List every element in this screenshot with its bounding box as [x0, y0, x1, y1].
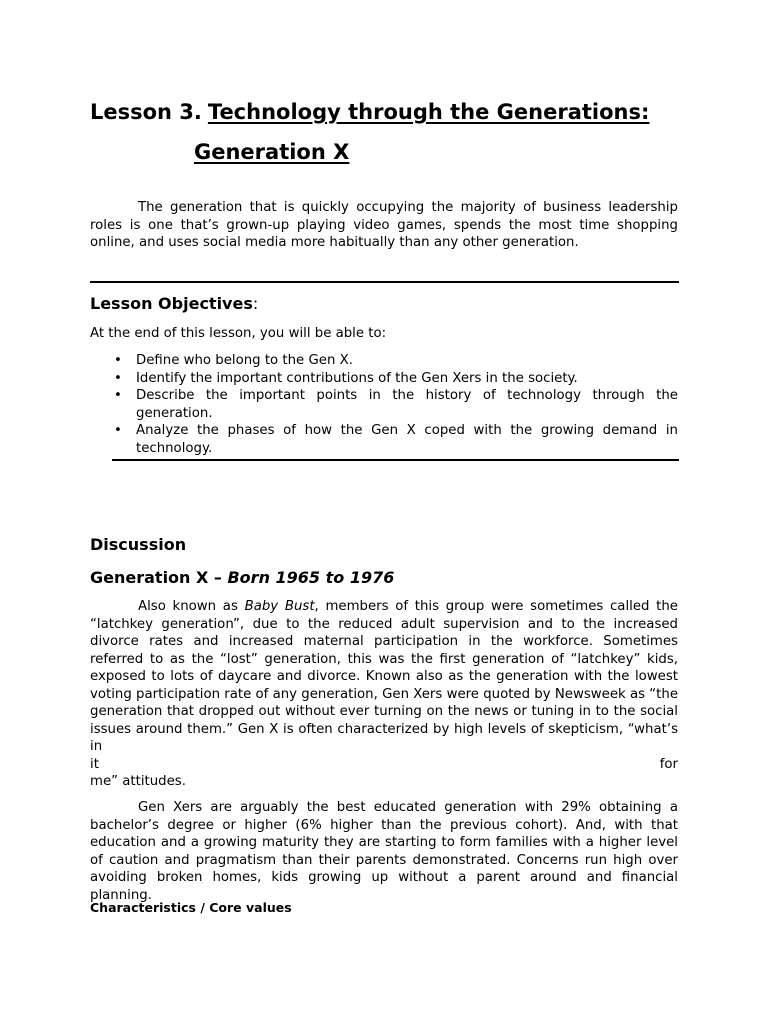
generation-x-born-range: Born 1965 to 1976	[227, 568, 395, 587]
lesson-title-subject: Generation X	[194, 140, 350, 164]
discussion-paragraph-2: Gen Xers are arguably the best educated generation with 29% obtaining a bachelor’s degree or higher (6% higher than the previous cohort). And, with that education and a growing maturity they are starting to form families with a higher level of caution and pragmatism than their parents demonstrated. Concerns run high over avoiding broken homes, kids growing up without a parent around and financial planning.	[90, 800, 678, 903]
para1-end: me” attitudes.	[90, 774, 186, 789]
list-item	[112, 387, 678, 422]
objectives-intro: At the end of this lesson, you will be able to:	[90, 326, 387, 341]
generation-x-label: Generation X –	[90, 568, 228, 587]
lesson-title	[90, 92, 678, 172]
discussion-heading: Discussion	[90, 535, 187, 554]
list-item	[112, 370, 678, 388]
bullet-icon: •	[114, 370, 122, 386]
divider-top	[90, 281, 679, 283]
objective-text: Describe the important points in the history of technology through the generation.	[136, 388, 678, 421]
lesson-title-line-2	[90, 132, 678, 172]
objective-text: Analyze the phases of how the Gen X coped with the growing demand in technology.	[136, 423, 678, 456]
objectives-list	[112, 352, 678, 457]
lesson-number: Lesson 3.	[90, 100, 202, 124]
bullet-icon: •	[114, 423, 122, 438]
objectives-heading-text: Lesson Objectives	[90, 294, 253, 313]
discussion-paragraph-1	[90, 598, 678, 791]
para1-baby-bust: Baby Bust	[244, 599, 315, 614]
list-item	[112, 422, 678, 457]
bullet-icon: •	[114, 353, 122, 368]
generation-x-heading	[90, 568, 394, 587]
lesson-title-line-1	[90, 92, 678, 132]
objective-text: Identify the important contributions of the Gen Xers in the society.	[136, 370, 578, 386]
objective-text: Define who belong to the Gen X.	[136, 353, 353, 368]
para1-body: , members of this group were sometimes called the “latchkey generation”, due to the reduced adult supervision and to the increased divorce rates and increased maternal participation in the workforce. Sometimes referred to as the “lost” generation, this was the first generation of “latchkey” kids, exposed to lots of daycare and divorce. Known also as the generation with the lowest voting participation rate of any generation, Gen Xers were quoted by Newsweek as “the generation that dropped out without ever turning on the news or tuning in to the social issues around them.” Gen X is often characterized by high levels of skepticism, “what’s in	[90, 599, 678, 754]
list-item	[112, 352, 678, 370]
intro-paragraph: The generation that is quickly occupying the majority of business leadership roles is one that’s grown-up playing video games, spends the most time shopping online, and uses social media more habitually than any other generation.	[90, 200, 678, 250]
characteristics-heading: Characteristics / Core values	[90, 900, 292, 915]
para1-it-for-line: it for	[90, 756, 678, 772]
objectives-heading-colon: :	[252, 294, 259, 313]
para1-lead: Also known as	[138, 599, 245, 614]
lesson-title-main: Technology through the Generations:	[207, 100, 650, 124]
bullet-icon: •	[114, 388, 122, 403]
divider-bottom	[112, 459, 679, 461]
objectives-heading	[90, 294, 258, 313]
